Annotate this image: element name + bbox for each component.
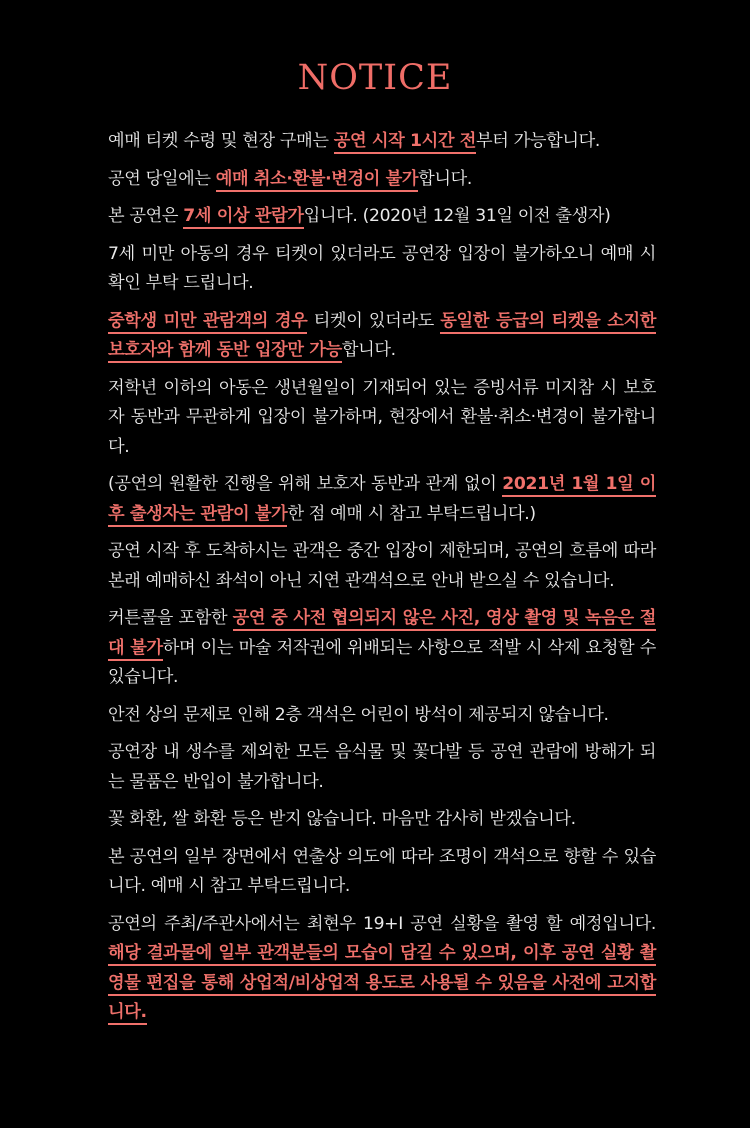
notice-text: 합니다. bbox=[341, 340, 396, 360]
highlighted-text: 2021년 1월 1일 이후 출생자는 관람이 불가 bbox=[108, 474, 656, 527]
notice-item bbox=[108, 701, 656, 731]
notice-text: 저학년 이하의 아동은 생년월일이 기재되어 있는 증빙서류 미지참 시 보호자 동반과 무관하게 입장이 불가하며, 현장에서 환불·취소·변경이 불가합니다. bbox=[108, 377, 656, 457]
highlighted-text: 해당 결과물에 일부 관객분들의 모습이 담길 수 있으며, 이후 공연 실황 촬영물 편집을 통해 상업적/비상업적 용도로 사용될 수 있음을 사전에 고지합니다. bbox=[108, 943, 656, 1025]
page-title: NOTICE bbox=[297, 58, 453, 98]
highlighted-text: 공연 중 사전 협의되지 않은 사진, 영상 촬영 및 녹음은 절대 불가 bbox=[108, 608, 656, 661]
highlighted-text: 중학생 미만 관람객의 경우 bbox=[108, 311, 307, 334]
notice-text: 본 공연의 일부 장면에서 연출상 의도에 따라 조명이 객석으로 향할 수 있습니다. 예매 시 참고 부탁드립니다. bbox=[108, 846, 656, 896]
notice-text: 공연 시작 후 도착하시는 관객은 중간 입장이 제한되며, 공연의 흐름에 따라 본래 예매하신 좌석이 아닌 지연 관객석으로 안내 받으실 수 있습니다. bbox=[108, 541, 656, 591]
notice-text: 공연장 내 생수를 제외한 모든 음식물 및 꽃다발 등 공연 관람에 방해가 되는 물품은 반입이 불가합니다. bbox=[108, 742, 656, 792]
highlighted-text: 동일한 등급의 티켓을 소지한 보호자와 함께 동반 입장만 가능 bbox=[108, 311, 656, 364]
notice-item bbox=[108, 307, 656, 366]
notice-text: 꽃 화환, 쌀 화환 등은 받지 않습니다. 마음만 감사히 받겠습니다. bbox=[108, 809, 576, 829]
highlighted-text: 7세 이상 관람가 bbox=[183, 206, 303, 229]
notice-text: 커튼콜을 포함한 bbox=[108, 608, 233, 628]
notice-text: 입니다. (2020년 12월 31일 이전 출생자) bbox=[303, 206, 611, 226]
notice-text: 7세 미만 아동의 경우 티켓이 있더라도 공연장 입장이 불가하오니 예매 시 확인 부탁 드립니다. bbox=[108, 243, 656, 293]
notice-text: (공연의 원활한 진행을 위해 보호자 동반과 관계 없이 bbox=[108, 474, 503, 494]
notice-item bbox=[108, 910, 656, 1028]
notice-item bbox=[108, 604, 656, 693]
notice-text: 안전 상의 문제로 인해 2층 객석은 어린이 방석이 제공되지 않습니다. bbox=[108, 704, 609, 725]
notice-item bbox=[108, 240, 656, 299]
notice-text: 하며 이는 마술 저작권에 위배되는 사항으로 적발 시 삭제 요청할 수 있습니다. bbox=[108, 637, 656, 687]
notice-text: 공연의 주최/주관사에서는 최현우 19+I 공연 실황을 촬영 할 예정입니다. bbox=[108, 913, 656, 934]
notice-item bbox=[108, 202, 656, 232]
notice-item bbox=[108, 165, 656, 195]
notice-item bbox=[108, 470, 656, 529]
notice-item bbox=[108, 537, 656, 596]
notice-text: 본 공연은 bbox=[108, 206, 184, 226]
notice-text: 부터 가능합니다. bbox=[476, 131, 601, 151]
notice-item bbox=[108, 805, 656, 835]
notice-text: 합니다. bbox=[418, 168, 473, 189]
notice-list bbox=[108, 127, 656, 1036]
notice-item bbox=[108, 843, 656, 902]
notice-item bbox=[108, 738, 656, 797]
notice-text: 예매 티켓 수령 및 현장 구매는 bbox=[108, 131, 334, 151]
notice-text: 티켓이 있더라도 bbox=[307, 310, 441, 331]
notice-item bbox=[108, 374, 656, 463]
highlighted-text: 예매 취소·환불·변경이 불가 bbox=[216, 169, 418, 192]
notice-item bbox=[108, 127, 656, 157]
highlighted-text: 공연 시작 1시간 전 bbox=[334, 131, 476, 154]
notice-text: 공연 당일에는 bbox=[108, 168, 216, 189]
notice-text: 한 점 예매 시 참고 부탁드립니다.) bbox=[287, 503, 536, 524]
